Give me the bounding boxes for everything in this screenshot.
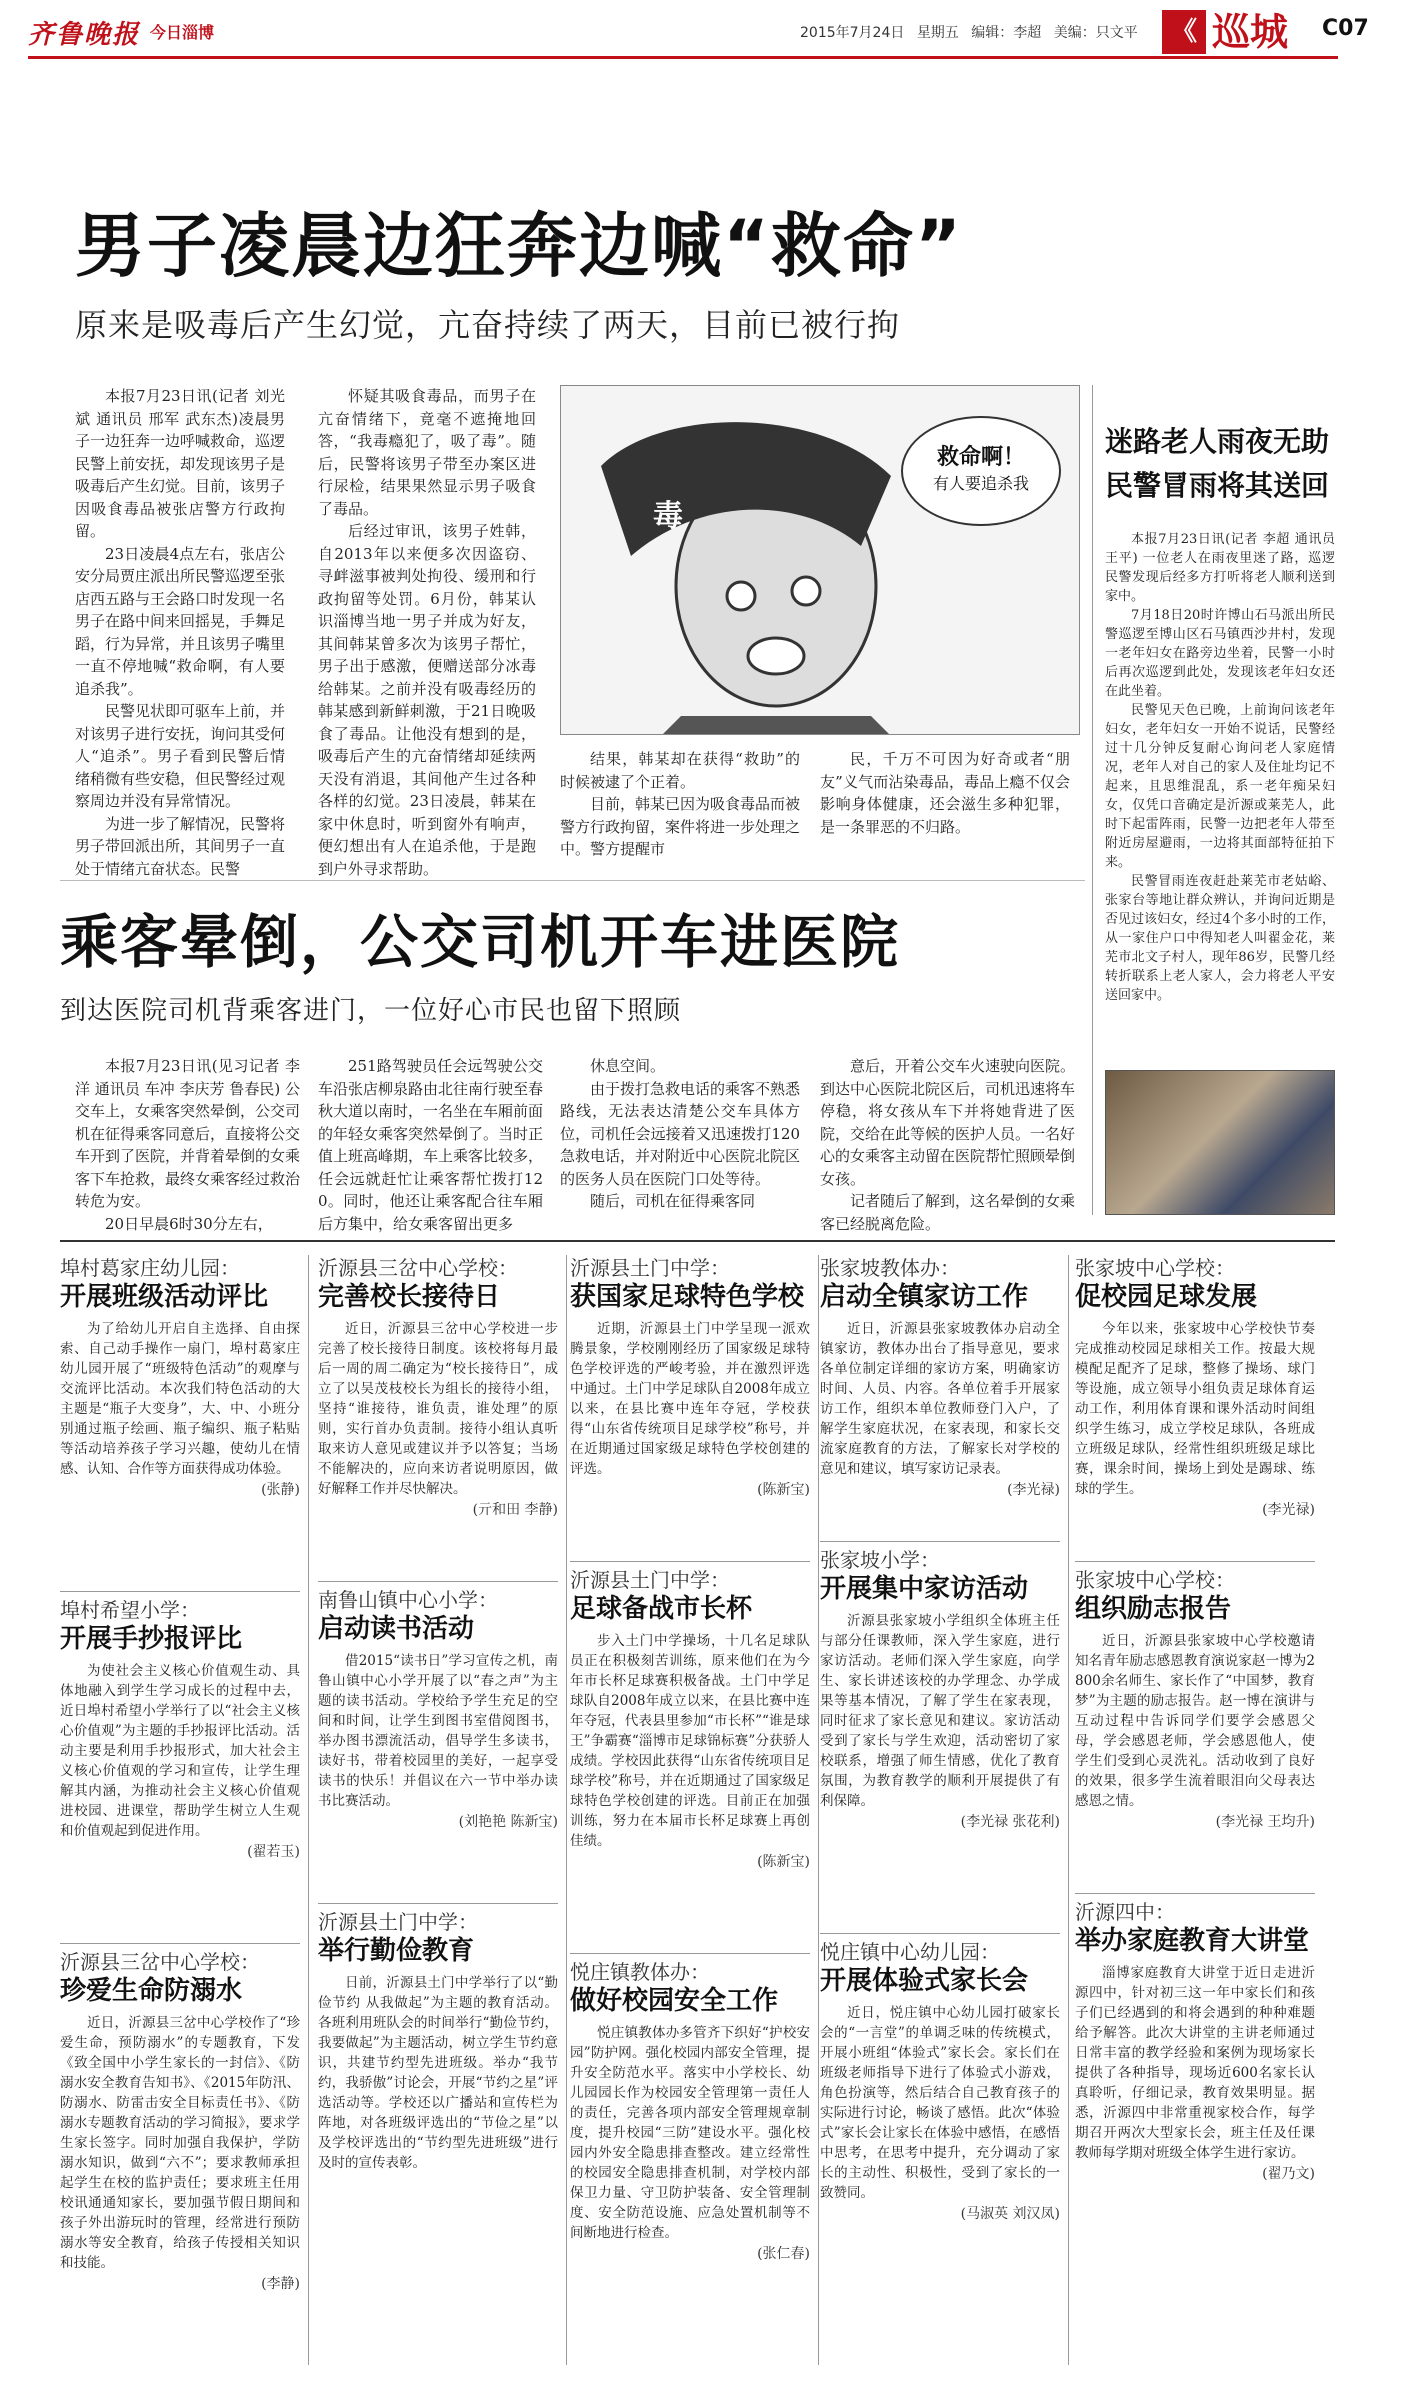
story3-subheadline: 到达医院司机背乘客进门，一位好心市民也留下照顾 xyxy=(60,996,682,1026)
story3-headline: 乘客晕倒，公交司机开车进医院 xyxy=(60,908,901,976)
brief-body: 步入土门中学操场，十几名足球队员正在积极刻苦训练，原来他们在为今年市长杯足球赛积极备战。土门中学足球队自2008年成立以来，在县比赛中连年夺冠，代表县里参加“市长杯”“谁是球王”争霸赛“淄博市足球锦标赛”分获骄人成绩。学校因此获得“山东省传统项目足球学校”称号，并在近期通过了国家级足球特色学校创建的评选。目前正在加强训练，努力在本届市长杯足球赛上再创佳绩。 xyxy=(570,1633,810,1849)
brief-divider xyxy=(60,1943,300,1944)
drug-cartoon-illustration xyxy=(560,385,1080,735)
brief-body: 沂源县张家坡小学组织全体班主任与部分任课教师，深入学生家庭，进行家访活动。老师们深入学生家庭，向学生、家长讲述该校的办学理念、办学成果等基本情况，了解了学生在家表现，同时征求了家长意见和建议。家访活动受到了家长与学生欢迎，活动密切了家校联系，增强了师生情感，优化了教育氛围，为教育教学的顺利开展提供了有利保障。 xyxy=(820,1613,1060,1809)
brief-body: 日前，沂源县土门中学举行了以“勤俭节约 从我做起”为主题的教育活动。各班利用班队会的时间举行“勤俭节约，我要做起”为主题活动，树立学生节约意识，共建节约型先进班级。举办“我节约，我骄傲”讨论会，开展“节约之星”评选活动等。学校还以广播站和宣传栏为阵地，对各班级评选出的“节俭之星”以及学校评选出的“节约型先进班级”进行及时的宣传表彰。 xyxy=(318,1975,558,2171)
brief-item xyxy=(1075,1567,1315,1887)
brief-location: 沂源四中： xyxy=(1075,1900,1175,1924)
brief-body: 为了给幼儿开启自主选择、自由探索、自己动手操作一扇门，埠村葛家庄幼儿园开展了“班级特色活动”的观摩与交流评比活动。本次我们特色活动的大主题是“瓶子大变身”，大、中、小班分别通过瓶子绘画、瓶子编织、瓶子粘贴等活动培养孩子学习兴趣，使幼儿在情感、认知、合作等方面获得成功体验。 xyxy=(60,1321,300,1477)
brief-byline: (李光禄) xyxy=(1007,1482,1060,1498)
brief-byline: (马淑英 刘汉凤) xyxy=(960,2206,1060,2222)
brief-location: 张家坡教体办： xyxy=(820,1256,960,1280)
cartoon-hat-label: 毒 xyxy=(653,499,683,534)
brief-byline: (李光禄 张花利) xyxy=(960,1814,1060,1830)
brief-divider xyxy=(820,1541,1060,1542)
story3-col4: 意后，开着公交车火速驶向医院。到达中心医院北院区后，司机迅速将车停稳，将女孩从车下并将她背进了医院，交给在此等候的医护人员。一名好心的女乘客主动留在医院帮忙照顾晕倒女孩。 记者随后了解到，这名晕倒的女乘客已经脱离危险。 xyxy=(820,1057,1076,1233)
story1-col2: 怀疑其吸食毒品，而男子在亢奋情绪下，竟毫不遮掩地回答，“我毒瘾犯了，吸了毒”。随后，民警将该男子带至办案区进行尿检，结果果然显示男子吸食了毒品。 后经过审讯，该男子姓韩，自2013年以来便多次因盗窃、寻衅滋事被判处拘役、缓刑和行政拘留等处罚。6月份，韩某认识淄博当地一男子并成为好友，其间韩某曾多次为该男子帮忙，男子出于感激，便赠送部分冰毒给韩某。之前并没有吸毒经历的韩某感到新鲜刺激，于21日晚吸食了毒品。让他没有想到的是，吸毒后产生的亢奋情绪却延续两天没有消退，其间他产生过各种各样的幻觉。23日凌晨，韩某在家中休息时，听到窗外有响声，便幻想出有人在追杀他，于是跑到户外寻求帮助。 xyxy=(318,387,536,878)
brief-location: 埠村希望小学： xyxy=(60,1598,200,1622)
brief-location: 张家坡中心学校： xyxy=(1075,1568,1235,1592)
section-name: 巡城 xyxy=(1212,10,1289,54)
brief-byline: (陈新宝) xyxy=(757,1482,810,1498)
brief-byline: (张仁春) xyxy=(757,2246,810,2262)
brief-byline: (张静) xyxy=(261,1482,300,1498)
edition-name: 今日淄博 xyxy=(150,23,215,42)
brief-item xyxy=(570,1255,810,1555)
issue-date: 2015年7月24日 xyxy=(800,25,905,41)
brief-location: 悦庄镇中心幼儿园： xyxy=(820,1940,1000,1964)
brief-item xyxy=(60,1597,300,1937)
brief-location: 沂源县土门中学： xyxy=(318,1910,478,1934)
brief-location: 张家坡小学： xyxy=(820,1548,940,1572)
designer-credit: 美编：只文平 xyxy=(1053,25,1138,41)
brief-byline: (亓和田 李静) xyxy=(472,1502,558,1518)
brief-body: 为使社会主义核心价值观生动、具体地融入到学生学习成长的过程中去，近日埠村希望小学举行了以“社会主义核心价值观”为主题的手抄报评比活动。活动主要是利用手抄报形式，加大社会主义核心价值观的学习和宣传，让学生理解其内涵，为推动社会主义核心价值观进校园、进课堂，帮助学生树立人生观和价值观起到促进作用。 xyxy=(60,1663,300,1839)
brief-item xyxy=(820,1939,1060,2383)
story3-col3: 休息空间。 由于拨打急救电话的乘客不熟悉路线，无法表达清楚公交车具体方位，司机任会远接着又迅速拨打120急救电话，并对附近中心医院北院区的医务人员在医院门口处等待。 随后，司机在征得乘客同 xyxy=(560,1057,801,1210)
brief-column-divider xyxy=(308,1255,309,2365)
brief-location: 南鲁山镇中心小学： xyxy=(318,1588,498,1612)
brief-byline: (李静) xyxy=(261,2276,300,2292)
brief-headline: 开展集中家访活动 xyxy=(820,1574,1029,1604)
page-number: C07 xyxy=(1322,16,1369,41)
brief-headline: 举办家庭教育大讲堂 xyxy=(1075,1926,1310,1956)
brief-body: 近日，沂源县张家坡中心学校邀请知名青年励志感恩教育演说家赵一博为2800余名师生、家长作了“中国梦，教育梦”为主题的励志报告。赵一博在演讲与互动过程中告诉同学们要学会感恩父母，学会感恩老师，学会感恩他人，使学生们受到心灵洗礼。活动收到了良好的效果，很多学生流着眼泪向父母表达感恩之情。 xyxy=(1075,1633,1315,1809)
brief-byline: (李光禄 王均升) xyxy=(1215,1814,1315,1830)
briefs-rule xyxy=(60,1240,1335,1242)
brief-location: 沂源县土门中学： xyxy=(570,1568,730,1592)
brief-divider xyxy=(318,1581,558,1582)
brief-item xyxy=(60,1949,300,2383)
brief-divider xyxy=(570,1561,810,1562)
story1-col3: 结果，韩某却在获得“救助”的时候被逮了个正着。 目前，韩某已因为吸食毒品而被警方行政拘留，案件将进一步处理之中。警方提醒市 xyxy=(560,750,801,858)
brief-headline: 启动全镇家访工作 xyxy=(820,1282,1029,1312)
brief-item xyxy=(318,1255,558,1575)
story1-headline: 男子凌晨边狂奔边喊“救命” xyxy=(75,205,964,287)
editor-credit: 编辑：李超 xyxy=(971,25,1042,41)
brief-byline: (刘艳艳 陈新宝) xyxy=(458,1814,558,1830)
brief-body: 近日，沂源县三岔中心学校进一步完善了校长接待日制度。该校将每月最后一周的周二确定为“校长接待日”，成立了以吴茂枝校长为组长的接待小组，坚持“谁接待，谁负责，谁处理”的原则，实行首办负责制。接待小组认真听取来访人意见或建议并予以答复；当场不能解决的，应向来访者说明原因，做好解释工作并尽快解决。 xyxy=(318,1321,558,1497)
brief-byline: (翟若玉) xyxy=(247,1844,300,1860)
brief-item xyxy=(1075,1255,1315,1555)
brief-divider xyxy=(318,1903,558,1904)
brief-headline: 举行勤俭教育 xyxy=(318,1936,475,1966)
brief-item xyxy=(1075,1899,1315,2383)
brief-headline: 足球备战市长杯 xyxy=(570,1594,753,1624)
brief-location: 沂源县土门中学： xyxy=(570,1256,730,1280)
brief-location: 沂源县三岔中心学校： xyxy=(60,1950,260,1974)
brief-divider xyxy=(1075,1561,1315,1562)
brief-column-divider xyxy=(1068,1255,1069,2365)
brief-location: 张家坡中心学校： xyxy=(1075,1256,1235,1280)
brief-divider xyxy=(60,1591,300,1592)
brief-item xyxy=(60,1255,300,1585)
brief-headline: 珍爱生命防溺水 xyxy=(60,1976,243,2006)
brief-column-divider xyxy=(566,1255,567,2365)
brief-body: 近期，沂源县土门中学呈现一派欢腾景象，学校刚刚经历了国家级足球特色学校评选的严峻考验，并在激烈评选中通过。土门中学足球队自2008年成立以来，在县比赛中连年夺冠，学校获得“山东省传统项目足球学校”称号，并在近期通过国家级足球特色学校创建的评选。 xyxy=(570,1321,810,1477)
story-divider xyxy=(60,880,1085,881)
story2-body: 本报7月23日讯(记者 李超 通讯员 王平) 一位老人在雨夜里迷了路，巡逻民警发现后经多方打听将老人顺利送到家中。 7月18日20时许博山石马派出所民警巡逻至博山区石马镇西沙井村，发现一老年妇女在路旁边坐着，民警一小时后再次巡逻到此处，发现该老年妇女还在此坐着。 民警见天色已晚，上前询问该老年妇女，老年妇女一开始不说话，民警经过十几分钟反复耐心询问老人家庭情况，老年人对自己的家人及住址均记不起来，且思维混乱，系一老年痴呆妇女，仅凭口音确定是沂源或莱芜人，此时下起雷阵雨，民警一边把老年人带至附近房屋避雨，一边将其面部特征拍下来。 民警冒雨连夜赶赴莱芜市老姑峪、张家台等地让群众辨认，并询问近期是否见过该妇女，经过4个多小时的工作，从一家住户口中得知老人叫翟金花，莱芜市北文子村人，现年86岁，民警几经转折联系上老人家人，会力将老人平安送回家中。 xyxy=(1105,532,1335,1003)
issue-meta xyxy=(800,22,1138,42)
brief-headline: 开展班级活动评比 xyxy=(60,1282,269,1312)
brief-headline: 做好校园安全工作 xyxy=(570,1986,779,2016)
brief-body: 近日，悦庄镇中心幼儿园打破家长会的“一言堂”的单调乏味的传统模式，开展小班组“体验式”家长会。家长们在班级老师指导下进行了体验式小游戏，角色扮演等，然后结合自己教育孩子的实际进行讨论，畅谈了感悟。此次“体验式”家长会让家长在体验中感悟，在感悟中思考，在思考中提升，充分调动了家长的主动性、积极性，受到了家长的一致赞同。 xyxy=(820,2005,1060,2201)
brief-item xyxy=(820,1547,1060,1927)
brief-item xyxy=(820,1255,1060,1535)
story2-photo xyxy=(1105,1070,1335,1215)
brief-item xyxy=(570,1567,810,1947)
brief-divider xyxy=(1075,1893,1315,1894)
story3-col1: 本报7月23日讯(见习记者 李洋 通讯员 车冲 李庆芳 鲁春民) 公交车上，女乘客突然晕倒，公交司机在征得乘客同意后，直接将公交车开到了医院，并背着晕倒的女乘客下车抢救，最终女乘客经过救治转危为安。 20日早晨6时30分左右， xyxy=(75,1057,301,1233)
brief-item xyxy=(318,1909,558,2379)
section-arrow-icon: 《 xyxy=(1162,10,1206,54)
brief-headline: 完善校长接待日 xyxy=(318,1282,501,1312)
brief-headline: 获国家足球特色学校 xyxy=(570,1282,805,1312)
brief-body: 借2015“读书日”学习宣传之机，南鲁山镇中心小学开展了以“春之声”为主题的读书活动。学校给予学生充足的空间和时间，让学生到图书室借阅图书，举办图书漂流活动，倡导学生多读书，读好书，带着校园里的美好，一起享受读书的快乐！并倡议在六一节中举办读书比赛活动。 xyxy=(318,1653,558,1809)
brief-item xyxy=(318,1587,558,1897)
issue-weekday: 星期五 xyxy=(916,25,959,41)
story1-col4: 民，千万不可因为好奇或者“朋友”义气而沾染毒品，毒品上瘾不仅会影响身体健康，还会滋生多种犯罪，是一条罪恶的不归路。 xyxy=(820,750,1070,836)
brief-headline: 组织励志报告 xyxy=(1075,1594,1232,1624)
brief-body: 近日，沂源县张家坡教体办启动全镇家访，教体办出台了指导意见，要求各单位制定详细的家访方案，明确家访时间、人员、内容。各单位着手开展家访工作，组织本单位教师登门入户，了解学生家庭状况，在家表现，和家长交流家庭教育的方法，了解家长对学校的意见和建议，填写家访记录表。 xyxy=(820,1321,1060,1477)
brief-headline: 开展手抄报评比 xyxy=(60,1624,243,1654)
speech-bubble xyxy=(901,416,1061,526)
brief-location: 埠村葛家庄幼儿园： xyxy=(60,1256,240,1280)
story1-col1: 本报7月23日讯(记者 刘光斌 通讯员 邢军 武东杰)凌晨男子一边狂奔一边呼喊救命，巡逻民警上前安抚，却发现该男子是吸毒后产生幻觉。目前，该男子因吸食毒品被张店警方行政拘留。 23日凌晨4点左右，张店公安分局贾庄派出所民警巡逻至张店西五路与王会路口时发现一名男子在路中间来回摇晃，手舞足蹈，行为异常，并且该男子嘴里一直不停地喊“救命啊，有人要追杀我”。 民警见状即可驱车上前，并对该男子进行安抚，询问其受何人“追杀”。男子看到民警后情绪稍微有些安稳，但民警经过观察周边并没有异常情况。 为进一步了解情况，民警将男子带回派出所，其间男子一直处于情绪亢奋状态。民警 xyxy=(75,387,286,878)
brief-body: 淄博家庭教育大讲堂于近日走进沂源四中，针对初三这一年中家长们和孩子们已经遇到的和将会遇到的种种难题给予解答。此次大讲堂的主讲老师通过日常丰富的教学经验和案例为现场家长提供了各种指导，现场近600名家长认真聆听，仔细记录，教育效果明显。据悉，沂源四中非常重视家校合作，每学期召开两次大型家长会，班主任及任课教师每学期对班级全体学生进行家访。 xyxy=(1075,1965,1315,2161)
brief-byline: (陈新宝) xyxy=(757,1854,810,1870)
brief-location: 沂源县三岔中心学校： xyxy=(318,1256,518,1280)
side-divider xyxy=(1092,385,1093,1215)
story2-headline: 迷路老人雨夜无助 民警冒雨将其送回 xyxy=(1105,425,1330,502)
masthead-rule xyxy=(28,56,1338,59)
brief-body: 今年以来，张家坡中心学校快节奏完成推动校园足球相关工作。按最大规模配足配齐了足球，整修了操场、球门等设施，成立领导小组负责足球体育运动工作，利用体育课和课外活动时间组织学生练习，成立学校足球队，各班成立班级足球队，经常性组织班级足球比赛，课余时间，操场上到处是踢球、练球的学生。 xyxy=(1075,1321,1315,1497)
brief-location: 悦庄镇教体办： xyxy=(570,1960,710,1984)
speech-bubble-line2: 有人要追杀我 xyxy=(932,474,1029,493)
brief-item xyxy=(570,1959,810,2383)
brief-byline: (李光禄) xyxy=(1262,1502,1315,1518)
brief-headline: 促校园足球发展 xyxy=(1075,1282,1258,1312)
story3-col2: 251路驾驶员任会远驾驶公交车沿张店柳泉路由北往南行驶至春秋大道以南时，一名坐在车厢前面的年轻女乘客突然晕倒了。当时正值上班高峰期，车上乘客比较多，任会远就赶忙让乘客帮忙拨打120。同时，他还让乘客配合往车厢后方集中，给女乘客留出更多 xyxy=(318,1057,544,1233)
brief-divider xyxy=(570,1953,810,1954)
brief-body: 悦庄镇教体办多管齐下织好“护校安园”防护网。强化校园内部安全管理，提升安全防范水平。落实中小学校长、幼儿园园长作为校园安全管理第一责任人的责任，完善各项内部安全管理规章制度，提升校园“三防”建设水平。强化校园内外安全隐患排查整改。建立经常性的校园安全隐患排查机制，对学校内部保卫力量、守卫防护装备、安全管理制度、安全防范设施、应急处置机制等不间断地进行检查。 xyxy=(570,2025,810,2241)
brief-headline: 启动读书活动 xyxy=(318,1614,475,1644)
brief-headline: 开展体验式家长会 xyxy=(820,1966,1029,1996)
brief-body: 近日，沂源县三岔中心学校作了“珍爱生命，预防溺水”的专题教育，下发《致全国中小学生家长的一封信》、《防溺水安全教育告知书》、《2015年防汛、防溺水、防雷击安全目标责任书》、《防溺水专题教育活动的学习简报》，要求学生家长签字。同时加强自我保护，学防溺水知识，做到“六不”；要求教师承担起学生在校的监护责任；要求班主任用校讯通通知家长，要加强节假日期间和孩子外出游玩时的管理，经常进行预防溺水等安全教育，给孩子传授相关知识和技能。 xyxy=(60,2015,300,2271)
speech-bubble-line1: 救命啊！ xyxy=(936,445,1025,470)
brief-divider xyxy=(820,1933,1060,1934)
newspaper-logo: 齐鲁晚报 xyxy=(28,20,141,50)
story1-subheadline: 原来是吸毒后产生幻觉，亢奋持续了两天，目前已被行拘 xyxy=(75,306,901,344)
brief-column-divider xyxy=(818,1255,819,2365)
brief-byline: (翟乃文) xyxy=(1262,2166,1315,2182)
